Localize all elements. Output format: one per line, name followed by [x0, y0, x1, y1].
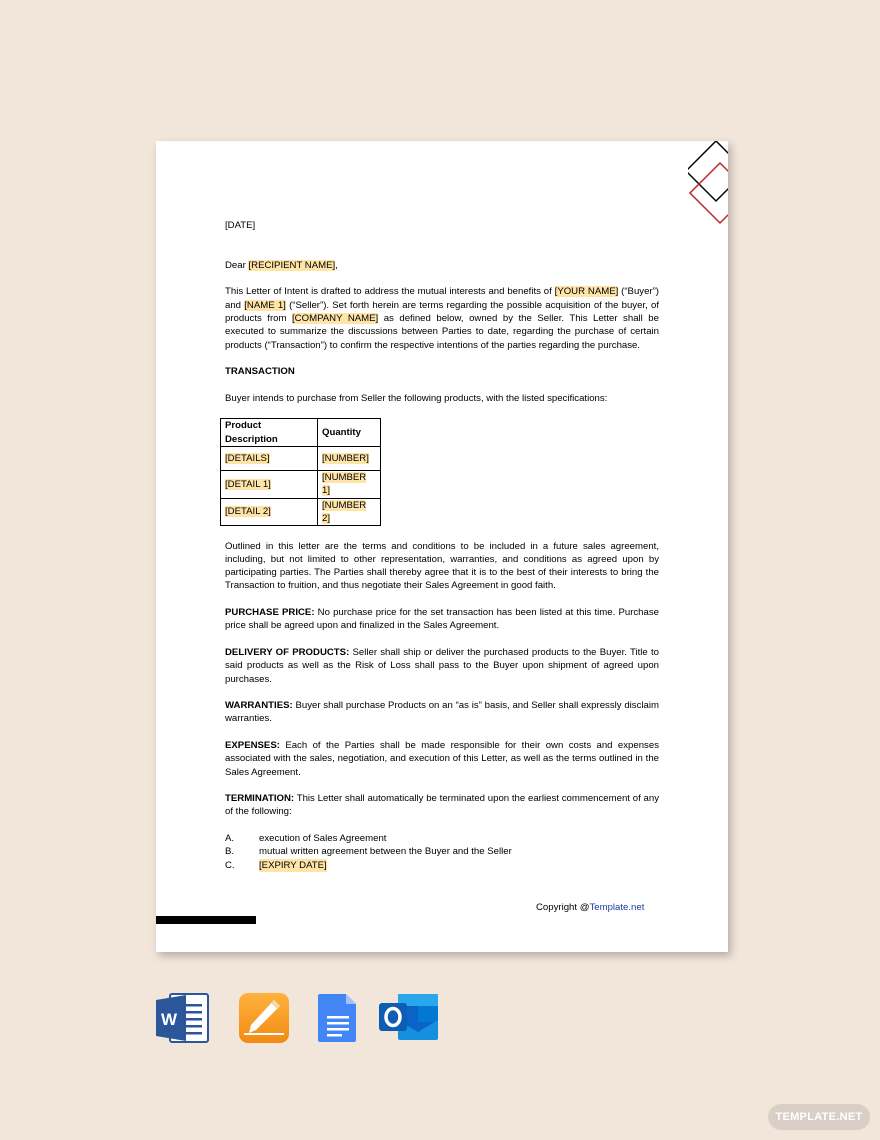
table-row	[221, 498, 381, 526]
salutation: Dear [RECIPIENT NAME],	[225, 259, 338, 271]
date-line: [DATE]	[225, 220, 256, 231]
clause-purchase-price: PURCHASE PRICE: No purchase price for the set transaction has been listed at this time. Purchase price shall be agreed upon and finalized in the Sales Agreement.	[225, 607, 659, 632]
outlook-icon[interactable]	[378, 992, 440, 1044]
table-header-row	[221, 419, 381, 447]
product-table	[220, 418, 381, 526]
template-link[interactable]: Template.net	[589, 902, 645, 913]
table-cell: [DETAIL 2]	[225, 506, 271, 518]
clause-expenses: EXPENSES: Each of the Parties shall be made responsible for their own costs and expenses associated with the sales, negotiation, and execution of this Letter, as well as the terms outlined in the Sales Agreement.	[225, 739, 659, 778]
clause-warranties: WARRANTIES: Buyer shall purchase Products on an “as is” basis, and Seller shall expressly disclaim warranties.	[225, 700, 659, 725]
table-cell: [NUMBER 2]	[322, 499, 367, 524]
table-cell: [DETAILS]	[225, 452, 270, 464]
name1-placeholder: [NAME 1]	[244, 299, 286, 311]
google-docs-icon[interactable]	[318, 992, 358, 1044]
table-row	[221, 471, 381, 499]
table-cell: [DETAIL 1]	[225, 478, 271, 490]
decorative-diamonds	[688, 141, 728, 231]
outline-paragraph: Outlined in this letter are the terms and conditions to be included in a future sales agreement, including, but not limited to other representation, warranties, and conditions as agreed upon by participating parties. The Parties shall thereby agree that it is to the best of their interests to bring the Transaction to fruition, and thus negotiate their Sales Agreement in good faith.	[225, 540, 659, 592]
footer-bar	[156, 916, 256, 924]
clause-delivery: DELIVERY OF PRODUCTS: Seller shall ship or deliver the purchased products to the Buyer. Title to said products as well as the Risk of Loss shall pass to the Buyer upon shipment of agreed upon purchases.	[225, 646, 659, 685]
svg-text:W: W	[160, 1010, 178, 1029]
document-page	[156, 141, 728, 952]
clause-termination: TERMINATION: This Letter shall automatically be terminated upon the earliest commencement of any of the following:	[225, 793, 659, 818]
list-item: A. execution of Sales Agreement	[225, 833, 387, 845]
expiry-placeholder: [EXPIRY DATE]	[259, 859, 327, 871]
table-header: Product Description	[221, 419, 318, 447]
intro-paragraph: This Letter of Intent is drafted to address the mutual interests and benefits of [YOUR NAME] (“Buyer”) and [NAME 1] (“Seller”). Set forth herein are terms regarding the possible acquisition of the buyer, of products from [COMPANY NAME] as defined below, owned by the Seller. This Letter shall be executed to summarize the discussions between Parties to date, regarding the purchase of certain products (“Transaction”) to confirm the respective intentions of the parties regarding the purchase.	[225, 286, 659, 351]
recipient-placeholder: [RECIPIENT NAME]	[248, 259, 336, 271]
table-cell: [NUMBER]	[322, 452, 369, 464]
table-header: Quantity	[318, 419, 381, 447]
transaction-text: Buyer intends to purchase from Seller the following products, with the listed specifications:	[225, 392, 608, 404]
pages-icon[interactable]	[238, 992, 290, 1044]
list-item: B. mutual written agreement between the Buyer and the Seller	[225, 846, 512, 858]
word-icon[interactable]	[156, 992, 210, 1044]
letter-body	[225, 219, 659, 872]
transaction-heading: TRANSACTION	[225, 366, 295, 378]
copyright: Copyright @Template.net	[536, 902, 645, 913]
company-placeholder: [COMPANY NAME]	[292, 313, 379, 325]
table-row	[221, 447, 381, 471]
your-name-placeholder: [YOUR NAME]	[554, 286, 619, 298]
template-net-badge[interactable]: TEMPLATE.NET	[768, 1104, 870, 1130]
termination-list	[225, 832, 659, 872]
table-cell: [NUMBER 1]	[322, 472, 367, 497]
list-item: C. [EXPIRY DATE]	[225, 859, 327, 871]
